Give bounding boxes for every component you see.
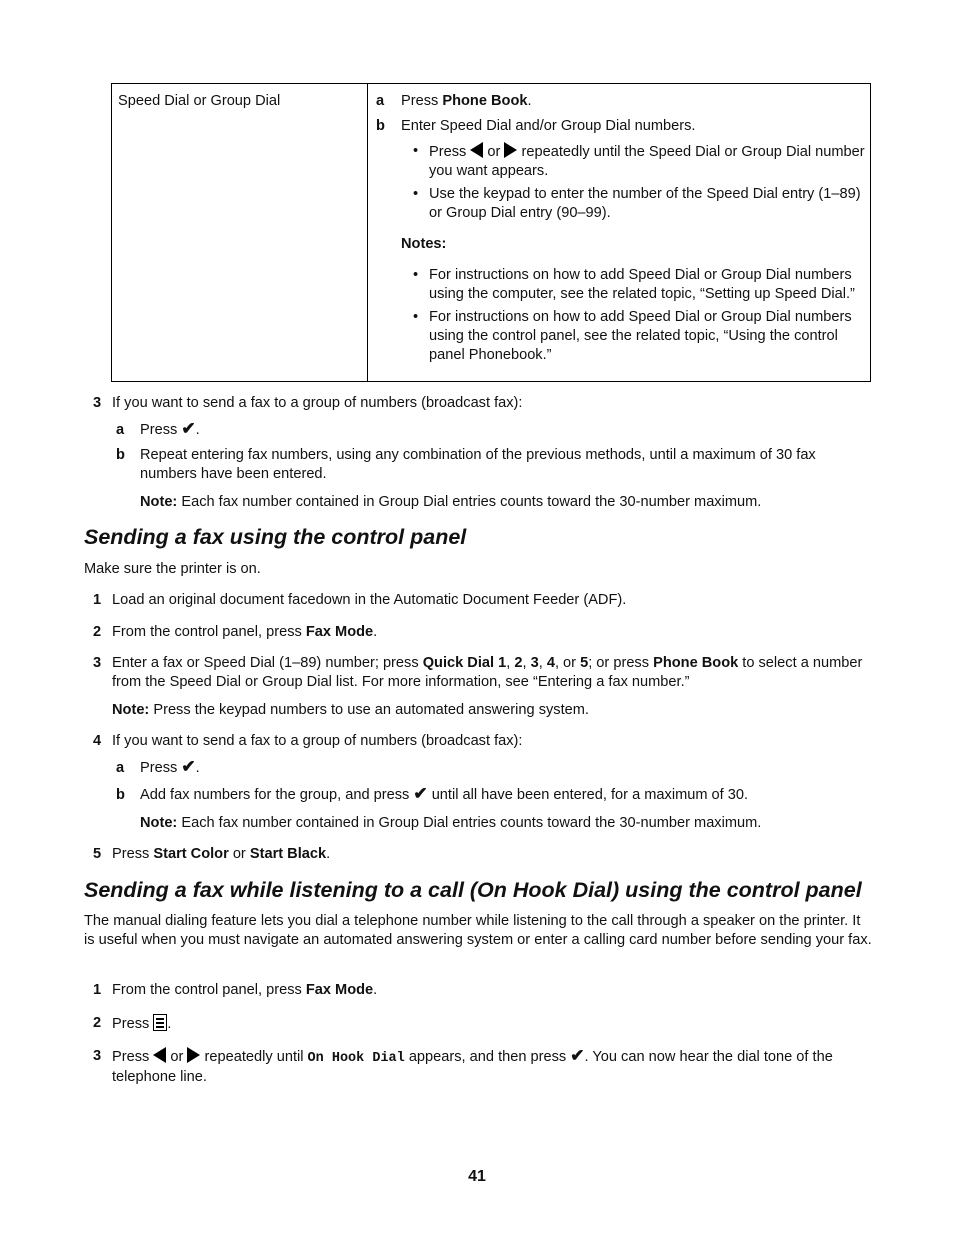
section2-step-1: From the control panel, press Fax Mode. (112, 982, 378, 998)
section1-step-4a: Press ✔. (140, 757, 200, 776)
step-number: 2 (93, 1015, 102, 1031)
left-arrow-icon (153, 1047, 166, 1063)
page-number: 41 (468, 1168, 486, 1185)
table-divider (367, 84, 368, 381)
check-icon: ✔ (413, 784, 428, 803)
step-number: 1 (93, 982, 102, 998)
section-heading-on-hook-dial: Sending a fax while listening to a call (On Hook Dial) using the control panel (84, 878, 862, 902)
section1-step-1: Load an original document facedown in the Automatic Document Feeder (ADF). (112, 592, 627, 608)
section1-step-4: If you want to send a fax to a group of numbers (broadcast fax): (112, 733, 523, 749)
check-icon: ✔ (570, 1046, 585, 1065)
section-heading-control-panel: Sending a fax using the control panel (84, 525, 467, 549)
table-note-1: • For instructions on how to add Speed Dial or Group Dial numbers using the computer, see the related topic, “Setting up Speed Dial.” (376, 266, 865, 304)
section1-step-4b: Add fax numbers for the group, and press ✔ until all have been entered, for a maximum of 30. (140, 784, 749, 803)
right-arrow-icon (187, 1047, 200, 1063)
step-number: 4 (93, 733, 102, 749)
substep-b-text: Repeat entering fax numbers, using any combination of the previous methods, until a maximum of 30 fax numbers have been entered. (140, 447, 816, 482)
substep-label: a (116, 422, 125, 438)
substep-label: a (116, 760, 125, 776)
section1-step-3: Enter a fax or Speed Dial (1–89) number; press Quick Dial 1, 2, 3, 4, or 5; or press Phone Book to select a number from the Speed Dial or Group Dial list. For more information, see “Entering a fax number.” (112, 655, 863, 690)
step-number: 3 (93, 1048, 102, 1064)
table-note-2: • For instructions on how to add Speed Dial or Group Dial numbers using the control panel, see the related topic, “Using the control panel Phonebook.” (376, 308, 865, 365)
right-arrow-icon (504, 142, 517, 158)
substep-a-press-check: Press ✔. (140, 419, 200, 438)
section2-intro: The manual dialing feature lets you dial a telephone number while listening to the call through a speaker on the printer. It is useful when you must navigate an automated answering system or enter a calling card number before sending your fax. (84, 913, 872, 948)
section1-step-3-note: Note: Press the keypad numbers to use an automated answering system. (112, 702, 589, 718)
on-hook-dial-code: On Hook Dial (307, 1051, 405, 1066)
section1-step-4-note: Note: Each fax number contained in Group Dial entries counts toward the 30-number maximum. (140, 815, 762, 831)
table-step-b: b Enter Speed Dial and/or Group Dial numbers. (376, 118, 696, 134)
menu-icon (153, 1014, 167, 1031)
table-bullet-keypad: • Use the keypad to enter the number of the Speed Dial entry (1–89) or Group Dial entry (90–99). (376, 185, 865, 223)
substep-label: b (116, 447, 125, 463)
step-number: 5 (93, 846, 102, 862)
step-number: 1 (93, 592, 102, 608)
section2-step-3: Press or repeatedly until On Hook Dial appears, and then press ✔. You can now hear the dial tone of the telephone line. (112, 1046, 833, 1085)
section1-step-2: From the control panel, press Fax Mode. (112, 624, 378, 640)
step-number: 3 (93, 395, 102, 411)
check-icon: ✔ (181, 757, 196, 776)
table-bullet-arrows: • Press or repeatedly until the Speed Dial or Group Dial number you want appears. (376, 142, 865, 181)
step-3-text: If you want to send a fax to a group of numbers (broadcast fax): (112, 395, 523, 411)
step-number: 3 (93, 655, 102, 671)
section1-intro: Make sure the printer is on. (84, 561, 261, 577)
note-30-max: Note: Each fax number contained in Group Dial entries counts toward the 30-number maximum. (140, 494, 762, 510)
substep-label: b (116, 787, 125, 803)
table-left-cell: Speed Dial or Group Dial (118, 93, 281, 109)
table-right-cell (376, 92, 865, 369)
section1-step-5: Press Start Color or Start Black. (112, 846, 331, 862)
step-number: 2 (93, 624, 102, 640)
section2-step-2: Press . (112, 1016, 172, 1032)
notes-heading: Notes: (401, 236, 447, 252)
speed-dial-table (111, 83, 871, 382)
left-arrow-icon (470, 142, 483, 158)
table-step-a: a Press Phone Book. (376, 93, 532, 109)
check-icon: ✔ (181, 419, 196, 438)
